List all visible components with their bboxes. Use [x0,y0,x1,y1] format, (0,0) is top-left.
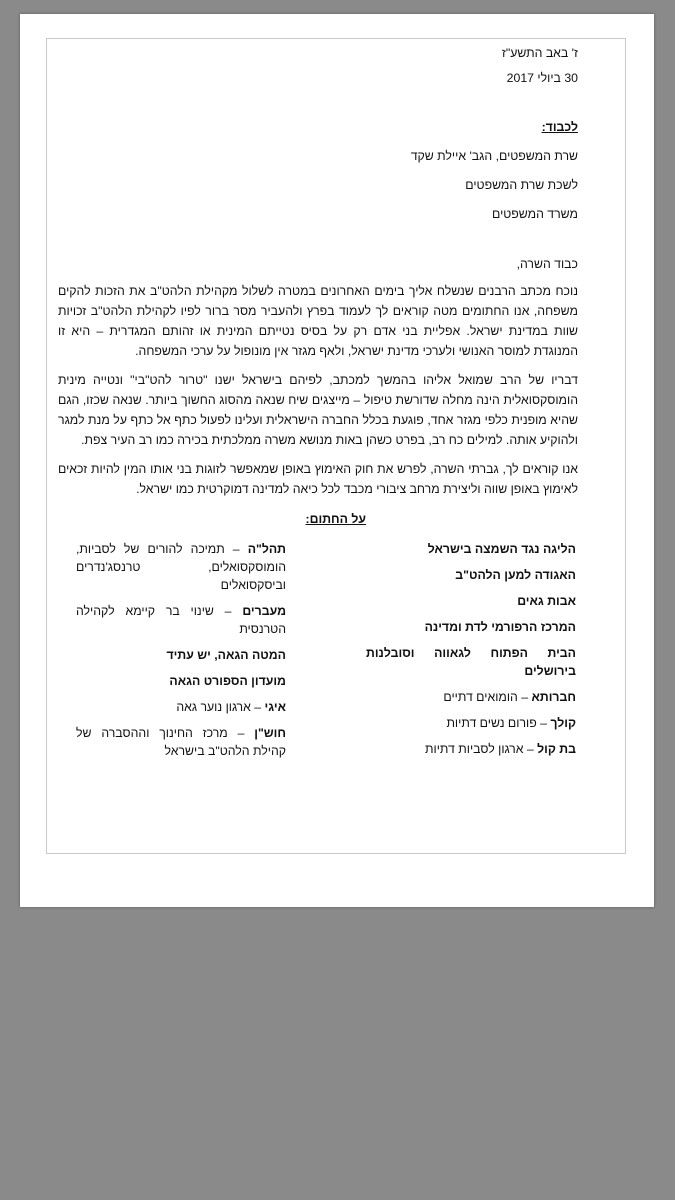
signatory-name: המרכז הרפורמי לדת ומדינה [424,620,576,634]
recipient-line: לשכת שרת המשפטים [465,178,578,192]
gregorian-date: 30 ביולי 2017 [506,71,578,85]
signatory-description: – הומואים דתיים [443,690,532,704]
signatory [76,602,286,638]
signatory [366,644,576,680]
signatory-name: איגי [264,700,286,714]
signatory-name: מעברים [242,604,286,618]
signatory-description: – תמיכה להורים של לסביות, הומוסקסואלים, טרנסג'נדרים וביסקסואלים [76,542,286,592]
signatory-name: חוש"ן [254,726,286,740]
signatory-name: חברותא [531,690,576,704]
signatory [76,646,286,664]
letter-body [58,42,578,768]
signatory [366,592,576,610]
recipient-line: שרת המשפטים, הגב' איילת שקד [410,149,578,163]
signatory-name: קולך [550,716,576,730]
hebrew-date: ז' באב התשע"ז [501,46,578,60]
signatory [76,540,286,594]
signatory [366,688,576,706]
signatory-name: הליגה נגד השמצה בישראל [427,542,576,556]
recipient-label: לכבוד: [541,120,578,134]
signatory [76,672,286,690]
signatory-name: האגודה למען הלהט"ב [455,568,576,582]
paragraph: נוכח מכתב הרבנים שנשלח אליך בימים האחרונים במטרה לשלול מקהילת הלהט"ב את הזכות להקים משפחה, אנו החתומים מטה קוראים לך לעמוד בפרץ ולהעביר מסר ברור לפיו לקהילת הלהט"ב זכויות שוות במדינת ישראל. אפליית בני אדם רק על בסיס נטייתם המינית או זהותם המגדרית – היא זו המנוגדת למוסר האנושי ולערכי מדינת ישראל, ולאף מגזר אין מונופול על ערכי המשפחה. [58,284,578,358]
signatory-name: המטה הגאה, יש עתיד [166,648,286,662]
signatory-name: מועדון הספורט הגאה [169,674,286,688]
signatory [366,540,576,558]
greeting: כבוד השרה, [516,257,578,271]
signatory [366,618,576,636]
paragraph: דבריו של הרב שמואל אליהו בהמשך למכתב, לפיהם בישראל ישנו "טרור להט"בי" ונטייה מינית הומוסקסואלית הינה מחלה שדורשת טיפול – מייצגים שיח שנאה מהסוג החשוך ביותר. שנאה שכזו, הגם שהיא מופנית כלפי מגזר אחד, פוגעת בכלל החברה הישראלית ועלינו לפעול כתף אל כתף על מנת למגר ולהוקיע אותה. למילים כח רב, בפרט כשהן באות מנושא משרה ממלכתית בכירה כמו רב העיר צפת. [58,373,578,447]
signatures-heading: על החתום: [305,512,366,526]
signatory [366,740,576,758]
signatories-right-column [366,540,576,768]
paragraph: אנו קוראים לך, גברתי השרה, לפרש את חוק האימוץ באופן שמאפשר לזוגות בני אותו המין להיות זכאים לאימוץ באופן שווה וליצירת מרחב ציבורי מכבד לכל כיאה למדינה דמוקרטית כמו ישראל. [58,462,578,496]
signatory-name: אבות גאים [517,594,576,608]
recipient-line: משרד המשפטים [491,207,578,221]
signatory-description: – ארגון לסביות דתיות [425,742,538,756]
signatory-description: – שינוי בר קיימא לקהילה הטרנסית [76,604,286,636]
signatory-description: – ארגון נוער גאה [176,700,265,714]
signatory-name: בת קול [537,742,576,756]
signatories [58,540,578,768]
signatory [76,724,286,760]
signatories-left-column [76,540,286,768]
signatory [366,566,576,584]
signatory-name: תהל"ה [247,542,286,556]
signatory [366,714,576,732]
signatory-description: – מרכז החינוך וההסברה של קהילת הלהט"ב בישראל [76,726,286,758]
signatory [76,698,286,716]
signatory-name: הבית הפתוח לגאווה וסובלנות בירושלים [366,646,576,678]
signatory-description: – פורום נשים דתיות [446,716,551,730]
